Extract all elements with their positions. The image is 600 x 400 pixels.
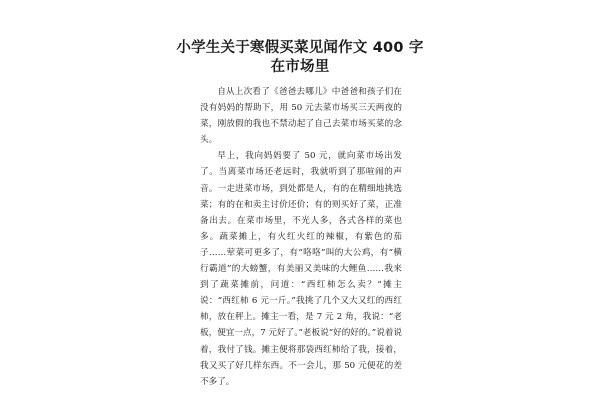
article-body xyxy=(200,84,402,390)
paragraph-market: 早上，我向妈妈要了 50 元，就向菜市场出发了。当离菜市场还老远时，我就听到了那喧闹的声音。一走进菜市场，到处都是人，有的在精细地挑选菜；有的在和卖主讨价还价；有的则买好了菜，正准备出去。在菜市场里，不光人多，各式各样的菜也多。蔬菜摊上，有火红火红的辣椒，有紫色的茄子……荤菜可更多了，有“咯咯”叫的大公鸡，有“横行霸道”的大螃蟹，有美丽又美味的大鲤鱼……我来到了蔬菜摊前，问道：“西红柿怎么卖？”摊主说：“西红柿 6 元一斤。”我挑了几个又大又红的西红柿，放在秤上。摊主一看，是 7 元 2 角，我说：“老板，便宜一点，7 元好了。”老板说“好的好的。”说着说着，我付了钱。摊主便将那袋西红柿给了我，接着，我又买了好几样东西。不一会儿，那 50 元便花的差不多了。 xyxy=(200,151,402,387)
document-title: 小学生关于寒假买菜见闻作文 400 字 xyxy=(176,40,424,56)
paragraph-intro: 自从上次看了《爸爸去哪儿》中爸爸和孩子们在没有妈妈的帮助下，用 50 元去菜市场买三天两夜的菜，刚放假的我也不禁动起了自己去菜市场买菜的念头。 xyxy=(200,87,402,146)
document-subtitle: 在市场里 xyxy=(270,59,330,75)
